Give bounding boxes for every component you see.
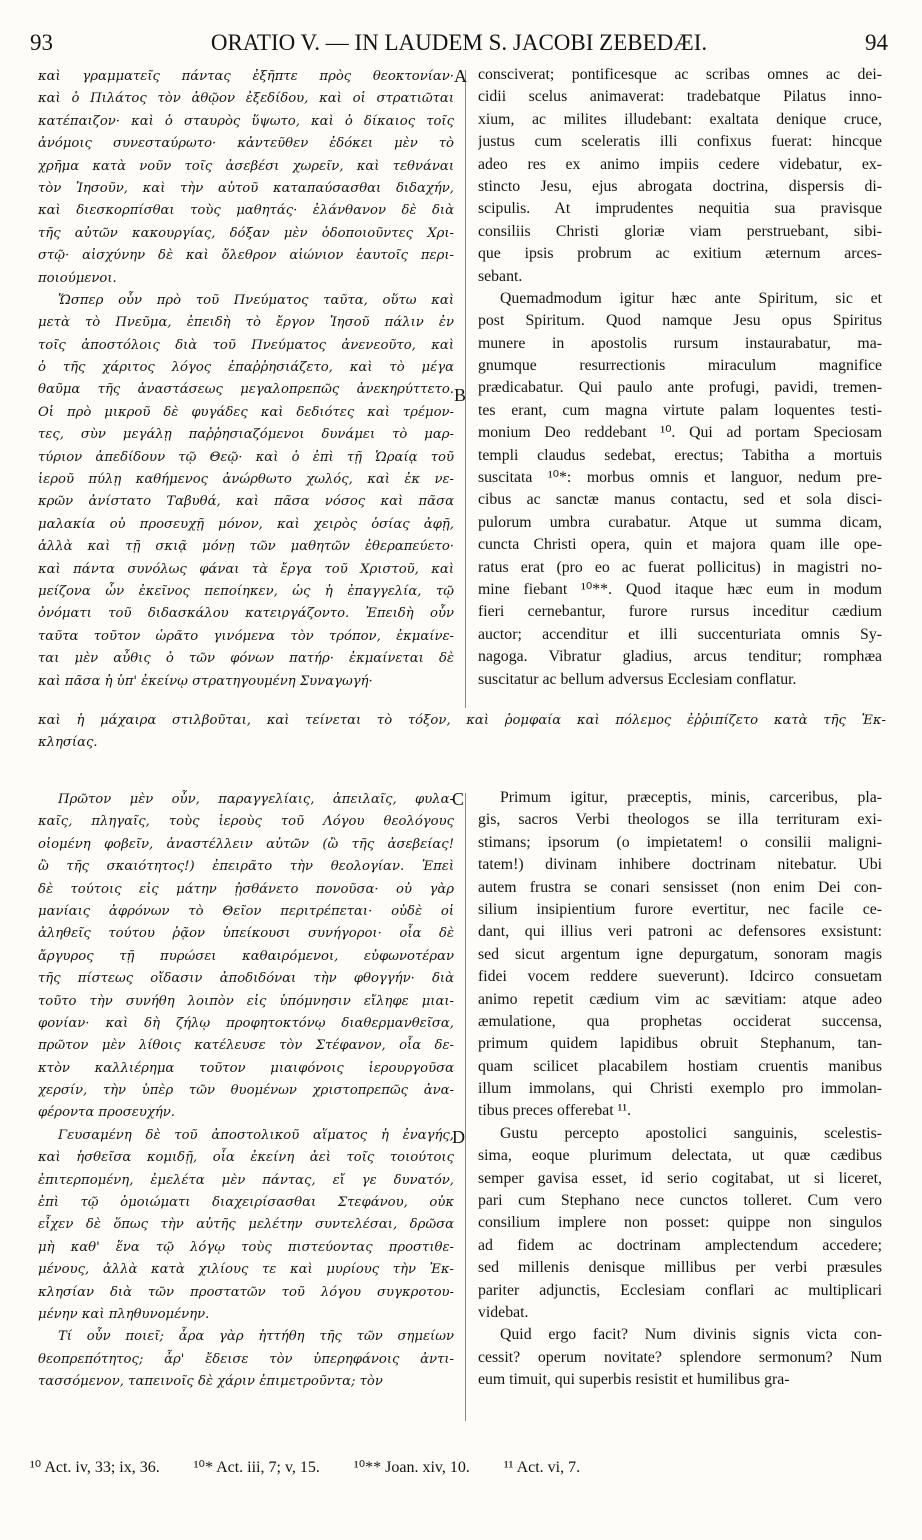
running-title: ORATIO V. — IN LAUDEM S. JACOBI ZEBEDÆI.: [210, 30, 708, 55]
text-line: τοῦτο τὴν συνήθη λοιπὸν εἰς ὑπόμνησιν εἴληφε μιαι-: [38, 993, 454, 1009]
text-line: κλησίαν διὰ τῶν προστατῶν τοῦ λόγου συγκροτου-: [38, 1284, 454, 1300]
text-line: adeo res ex animo impiis cedere videbatur, ex-: [478, 155, 882, 173]
text-line: sima, eoque plurimum delectata, ut quæ cædibus: [478, 1147, 882, 1165]
text-line: χρῆμα κατὰ νοῦν τοῖς ἀσεβέσι χωρεῖν, καὶ τεθνάναι: [38, 158, 454, 174]
text-line: ad fidem ac doctrinam amplectendum accedere;: [478, 1236, 882, 1254]
text-line: εἶχεν δὲ ὅπως τὴν αὐτῆς μελέτην συντελέσαι, δρῶσα: [38, 1217, 454, 1233]
text-line: ὢ τῆς σκαιότητος!) ἐπειρᾶτο τὴν θεολογίαν. Ἐπεὶ: [38, 859, 454, 875]
text-line: pari cum Stephano nece cunctos tolleret. Cum vero: [478, 1192, 882, 1210]
text-line: Primum igitur, præceptis, minis, carceribus, pla-: [500, 789, 882, 806]
text-line: κατέπαιζον· καὶ ὁ σταυρὸς ὕψωτο, καὶ ὁ δίκαιος τοῖς: [38, 113, 454, 129]
text-line: tatem!) divinam inhibere doctrinam nitebatur. Ubi: [478, 856, 882, 874]
text-line: καὶ πάντα συνόλως φάναι τὰ ἔργα τοῦ Χριστοῦ, καὶ: [38, 561, 454, 577]
text-line: videbat.: [478, 1303, 529, 1321]
footnote: ¹⁰ Act. iv, 33; ix, 36.: [30, 1459, 160, 1476]
text-line: καὶ ἡ μάχαιρα στιλβοῦται, καὶ τείνεται τὸ τόξον, καὶ ῥομφαία καὶ πόλεμος ἐῤῥιπίζετο κατὰ τῆς Ἐκ-: [38, 713, 886, 728]
text-line: autem frustra se conari sensisset (non enim Dei con-: [478, 878, 882, 896]
text-line: nagoga. Vibratur gladius, arcus tenditur; romphæa: [478, 648, 882, 666]
text-line: καὶ ὁ Πιλάτος τὸν ἀθῷον ἐξεδίδου, καὶ οἱ στρατιῶται: [38, 91, 454, 107]
text-line: τῆς αὐτῶν κακουργίας, δόξαν μὲν ὁδοποιοῦντες Χρι-: [38, 225, 454, 241]
footnotes: [30, 1457, 890, 1477]
text-line: pulorum umbra curabatur. Atque ut summa dicam,: [478, 513, 882, 531]
text-line: χερσίν, τὴν ὑπὲρ τῶν θυομένων χριστοπρεπῶς ἀνα-: [38, 1083, 454, 1099]
text-line: monium Deo reddebant ¹⁰. Qui ad portam Speciosam: [478, 424, 882, 442]
text-line: Quid ergo facit? Num divinis signis victa con-: [500, 1326, 882, 1344]
text-line: Οἱ πρὸ μικροῦ δὲ φυγάδες καὶ δεδιότες καὶ τρέμον-: [38, 404, 454, 420]
footnote: ¹⁰* Act. iii, 7; v, 15.: [193, 1459, 320, 1476]
text-line: quam scilicet placabilem hostiam cruentis manibus: [478, 1057, 882, 1075]
text-line: δὲ τούτοις εἰς μάτην ᾐσθάνετο πονοῦσα· οὐ γὰρ: [38, 881, 454, 897]
greek-column-top: [38, 66, 454, 693]
text-line: sed millenis denisque millibus per verbi præsules: [478, 1259, 882, 1277]
section-marker-c: C: [452, 789, 465, 809]
text-line: μὴ καθ' ἕνα τῷ λόγῳ τοὺς πιστεύοντας προστιθε-: [38, 1239, 454, 1255]
text-line: tes erant, cum magna virtute palam loquentes testi-: [478, 401, 882, 419]
text-line: καὶ γραμματεῖς πάντας ἐξῆπτε πρὸς θεοκτονίαν·: [38, 69, 454, 84]
text-line: Gustu percepto apostolici sanguinis, scelestis-: [500, 1124, 882, 1142]
latin-column-top: [478, 64, 882, 691]
text-line: Τί οὖν ποιεῖ; ἆρα γὰρ ἡττήθη τῆς τῶν σημείων: [58, 1329, 454, 1345]
text-line: consilium implere non posset: quippe non singulos: [478, 1214, 882, 1232]
text-line: φέροντα προσευχήν.: [38, 1105, 175, 1121]
text-line: primum quidem lapidibus obruit Stephanum, tan-: [478, 1035, 882, 1053]
text-line: Γευσαμένη δὲ τοῦ ἀποστολικοῦ αἵματος ἡ ἐναγής,: [58, 1127, 454, 1143]
latin-column-bottom: [478, 787, 882, 1392]
text-line: justus cum sceleratis illi confixus fuerat: hincque: [478, 133, 882, 151]
page-number-right: 94: [865, 30, 888, 55]
page-number-left: 93: [30, 30, 53, 55]
text-line: τύριον ἀπεδίδουν τῷ Θεῷ· καὶ ὁ ἐπὶ τῇ Ὡραίᾳ τοῦ: [38, 449, 454, 465]
text-line: Quemadmodum igitur hæc ante Spiritum, sic et: [500, 289, 882, 307]
text-line: munere in apostolis rursum instaurabatur, ma-: [478, 334, 882, 352]
text-line: μείζονα ὧν ἐκεῖνος πεποίηκεν, ὡς ἡ ἐπαγγελία, τῷ: [38, 583, 454, 599]
text-line: fieri cernebantur, furore rursus inceditur cædium: [478, 603, 882, 621]
text-line: gis, sacros Verbi theologos se illa territuram exi-: [478, 811, 882, 829]
text-line: semper gavisa esset, id serio cogitabat, ut si liceret,: [478, 1169, 882, 1187]
text-line: consiliis Christi gloriæ viam perstruebant, sibi-: [478, 222, 882, 240]
text-line: τες, σὺν μεγάλῃ παῤῥησιαζόμενοι δυνάμει τὸ μαρ-: [38, 427, 454, 443]
text-line: cibus ac sanctæ manus contactu, sed et sola disci-: [478, 491, 882, 509]
text-line: τοῖς ἀποστόλοις διὰ τοῦ Πνεύματος ἀνενεοῦτο, καὶ: [38, 337, 454, 353]
text-line: ποιούμενοι.: [38, 270, 117, 286]
text-line: ἀνόμοις συνεσταύρωτο· κἀντεῦθεν ἐδόκει μὲν τὸ: [38, 136, 454, 152]
text-line: καὶ πᾶσα ἡ ὑπ' ἐκείνῳ στρατηγουμένη Συναγωγή·: [38, 673, 373, 689]
section-marker-b: B: [454, 385, 467, 405]
text-line: φονίαν· καὶ δὴ ζήλῳ προφητοκτόνῳ διαθερμανθεῖσα,: [38, 1015, 454, 1031]
text-line: Πρῶτον μὲν οὖν, παραγγελίαις, ἀπειλαῖς, φυλα-: [58, 792, 454, 807]
footnote: ¹⁰** Joan. xiv, 10.: [353, 1459, 470, 1476]
text-line: gnumque resurrectionis miraculum magnifice: [478, 357, 882, 375]
text-line: ἐπιτερπομένη, ἐμελέτα μὲν πάντας, εἴ γε δυνατόν,: [38, 1172, 454, 1188]
text-line: ὀνόματι τοῦ διδασκάλου κατειργάζοντο. Ἐπειδὴ οὖν: [38, 606, 454, 622]
text-line: κρῶν ἀνίστατο Ταβυθά, καὶ πᾶσα νόσος καὶ πᾶσα: [38, 494, 454, 510]
text-line: eum timuit, qui superbis resistit et humilibus gra-: [478, 1371, 790, 1389]
text-line: cidii scelus animaverat: tradebatque Pilatus inno-: [478, 88, 882, 106]
text-line: ἀληθεῖς τούτου ῥᾷον ὑπείκουσι συνήγοροι· οἷα δὲ: [38, 926, 454, 942]
text-line: fidei vocem reddere sueverunt). Idcirco consuetam: [478, 968, 882, 986]
text-line: pariter adjunctis, Ecclesiam conflari ac multiplicari: [478, 1281, 882, 1299]
text-line: ἐπὶ τῷ ὁμοιώματι διαχειρίσασθαι Στεφάνου, οὐκ: [38, 1195, 454, 1211]
section-marker-d: D: [452, 1127, 465, 1147]
text-line: dant, qui illius veri patroni ac defensores exsistunt:: [478, 923, 882, 941]
text-line: θεοπρεπότητος; ἆρ' ἔδεισε τὸν ὑπερηφάνοις ἀντι-: [38, 1351, 454, 1367]
text-line: τὸν Ἰησοῦν, καὶ τὴν αὐτοῦ καταπαύσασθαι διδαχήν,: [38, 180, 454, 196]
text-line: ἱεροῦ πύλῃ καθήμενος ἀνώρθωτο χωλός, καὶ ἐκ νε-: [38, 472, 454, 488]
running-header: [30, 30, 888, 66]
text-line: cuncta Christi opera, quin et majora quam ille ope-: [478, 536, 882, 554]
footnote: ¹¹ Act. vi, 7.: [503, 1459, 581, 1476]
greek-column-bottom: [38, 789, 454, 1394]
text-line: πρῶτον μὲν λίθοις κατέλευσε τὸν Στέφανον, οἷα δε-: [38, 1038, 454, 1054]
text-line: ταῦτα τοῦτον ὡρᾶτο γινόμενα τὸν τρόπον, ἐκμαίνε-: [38, 628, 454, 644]
text-line: prædicabatur. Qui paulo ante profugi, pavidi, tremen-: [478, 379, 882, 397]
text-line: μένους, ἀλλὰ κατὰ χιλίους τε καὶ μυρίους τὴν Ἐκ-: [38, 1262, 454, 1278]
text-line: καῖς, πληγαῖς, τοὺς ἱεροὺς τοῦ Λόγου θεολόγους: [38, 814, 454, 830]
text-line: μένην καὶ πληθυνομένην.: [38, 1306, 210, 1322]
text-line: Ὥσπερ οὖν πρὸ τοῦ Πνεύματος ταῦτα, οὕτω καὶ: [58, 292, 454, 308]
text-line: scipulis. At imprudentes nequitia sua pravisque: [478, 200, 882, 218]
text-line: cessit? operum novitate? splendore sermonum? Num: [478, 1348, 882, 1366]
text-line: μετὰ τὸ Πνεῦμα, ἐπειδὴ τὸ ἔργον Ἰησοῦ πάλιν ἐν: [38, 315, 454, 331]
text-line: στῷ· αἰσχύνην δὲ καὶ ὄλεθρον αἰώνιον ἑαυτοῖς περι-: [38, 248, 454, 264]
text-line: ἄργυρος τῇ πυρώσει καθαιρόμενοι, εὐφωνοτέραν: [38, 948, 454, 964]
text-line: τασσόμενον, ταπεινοῖς δὲ χάριν ἐπιμετροῦντα; τὸν: [38, 1374, 383, 1390]
text-line: ὁ τῆς χάριτος λόγος ἐπαῤῥησιάζετο, καὶ τὸ μέγα: [38, 360, 454, 376]
text-line: τῆς πίστεως οἴδασιν ἀποδιδόναι τὴν φθογγήν· διὰ: [38, 971, 454, 987]
text-line: post Spiritum. Quod namque Jesu opus Spiritus: [478, 312, 882, 330]
text-line: sed sicut argentum igne depurgatum, sonoram magis: [478, 945, 882, 963]
text-line: κλησίας.: [38, 735, 98, 751]
text-line: κτὸν καλλιέρημα τοῦτον μιαιφόνοις ἱερουργοῦσα: [38, 1060, 454, 1076]
text-line: æmulatione, qua prophetas occiderat succensa,: [478, 1012, 882, 1030]
text-line: καὶ ἡσθεῖσα κομιδῇ, οἷα ἐκείνη ἀεὶ τοῖς τοιούτοις: [38, 1150, 454, 1166]
text-line: suscitata ¹⁰*: morbus omnis et languor, nedum pre-: [478, 469, 882, 487]
greek-full-width-lines: [38, 710, 886, 755]
text-line: silium insipientium furore evertitur, nec facile ce-: [478, 900, 882, 918]
text-line: mine fiebant ¹⁰**. Quod itaque hæc eum in modum: [478, 580, 882, 598]
text-line: templi claudus sedebat, erectus; Tabitha a mortuis: [478, 446, 882, 464]
text-line: illum immolans, qui Christi exemplo pro immolan-: [478, 1080, 882, 1098]
text-line: μανίαις ἀφρόνων τὸ Θεῖον περιτρέπεται· οὐδὲ οἱ: [38, 903, 454, 919]
text-line: μαλακία οὐ προσευχῇ μόνον, καὶ χειρὸς ὁσίας ἀφῇ,: [38, 516, 454, 532]
text-line: que ipsis probrum ac exitium æternum arces-: [478, 245, 882, 263]
text-line: ratus erat (pro eo ac fuerat pollicitus) in magistri no-: [478, 558, 882, 576]
text-line: stincto Jesu, ejus abrogata doctrina, dispersis di-: [478, 177, 882, 195]
text-line: animo repetit cædium vim ac sævitiam: atque adeo: [478, 990, 882, 1008]
text-line: ἀλλὰ καὶ τῇ σκιᾷ μόνῃ τῶν μαθητῶν ἐθεραπεύετο·: [38, 539, 454, 555]
text-line: consciverat; pontificesque ac scribas omnes ac dei-: [478, 66, 882, 83]
text-line: οἰομένη φοβεῖν, ἀναστέλλειν αὐτῶν (ὢ τῆς ἀσεβείας!: [38, 836, 454, 852]
column-rule-bottom: [465, 793, 466, 1421]
text-line: auctor; accenditur et illi succenturiata omnis Sy-: [478, 625, 882, 643]
text-line: stimans; ipsorum (o impietatem! o consilii maligni-: [478, 833, 882, 851]
section-marker-a: A: [454, 66, 467, 86]
text-line: θαῦμα τῆς ἀναστάσεως μεγαλοπρεπῶς ἀνεκηρύττετο.: [38, 382, 454, 398]
text-line: sebant.: [478, 267, 523, 285]
text-line: καὶ διεσκορπίσθαι τοὺς μαθητάς· ἐλάνθανον δὲ διὰ: [38, 203, 454, 219]
text-line: tibus preces offerebat ¹¹.: [478, 1102, 632, 1120]
text-line: xium, ac milites illudebant: exaltata denique cruce,: [478, 110, 882, 128]
text-line: suscitatur ac bellum adversus Ecclesiam conflatur.: [478, 670, 797, 688]
text-line: ται μὲν αὖθις ὁ τῶν φόνων πατήρ· ἐκμαίνεται δὲ: [38, 651, 454, 667]
